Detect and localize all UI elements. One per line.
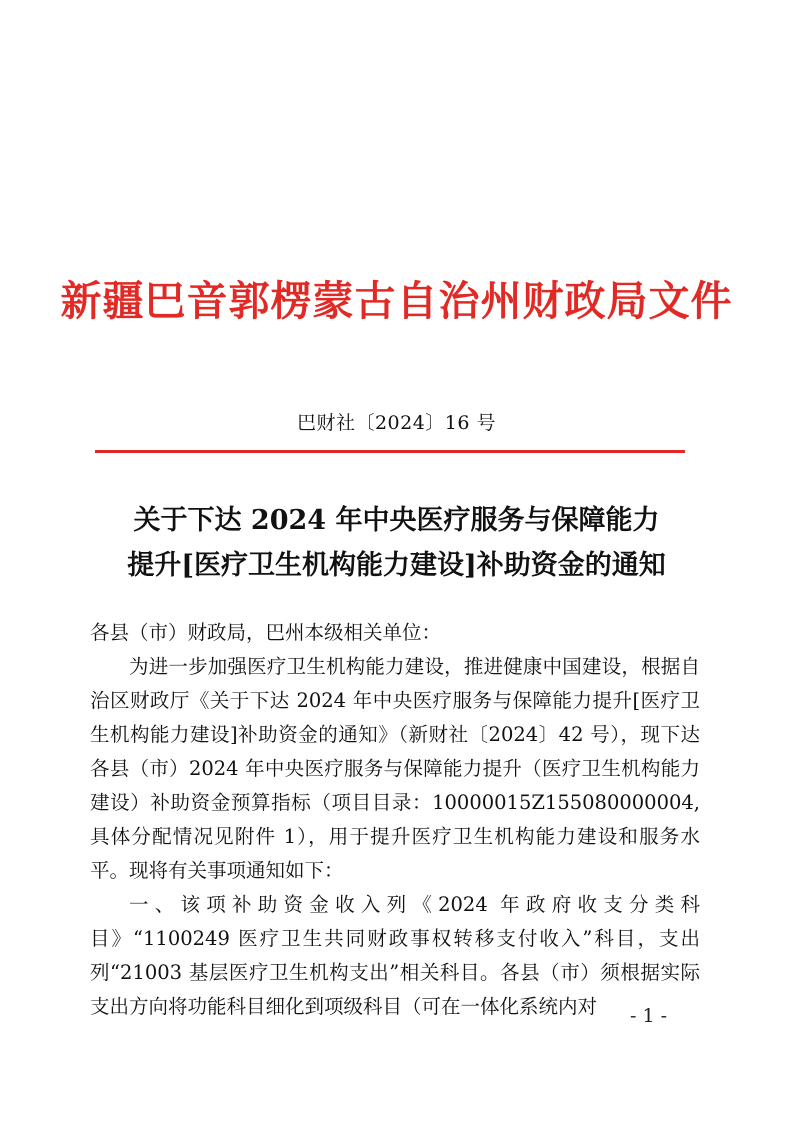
notice-title-line-1: 关于下达 2024 年中央医疗服务与保障能力 <box>133 505 660 536</box>
document-body <box>90 616 700 1024</box>
issuer-title: 新疆巴音郭楞蒙古自治州财政局文件 <box>60 277 733 325</box>
notice-title <box>60 498 733 588</box>
salutation: 各县（市）财政局，巴州本级相关单位： <box>90 621 442 644</box>
body-paragraph-1: 为进一步加强医疗卫生机构能力建设，推进健康中国建设，根据自治区财政厅《关于下达 2024 年中央医疗服务与保障能力提升[医疗卫生机构能力建设]补助资金的通知》（新财社〔2024〕42 号），现下达各县（市）2024 年中央医疗服务与保障能力提升（医疗卫生机构能力建设）补助资金预算指标（项目目录：10000015Z155080000004,具体分配情况见附件 1），用于提升医疗卫生机构能力建设和服务水平。现将有关事项通知如下： <box>90 655 700 882</box>
document-number: 巴财社〔2024〕16 号 <box>296 412 497 434</box>
body-paragraph-2: 一、该项补助资金收入列《2024 年政府收支分类科目》“1100249 医疗卫生共同财政事权转移支付收入”科目，支出列“21003 基层医疗卫生机构支出”相关科目。各县（市）须根据实际支出方向将功能科目细化到项级科目（可在一体化系统内对 <box>90 893 700 1018</box>
notice-title-line-2: 提升[医疗卫生机构能力建设]补助资金的通知 <box>127 550 666 581</box>
red-separator-line <box>95 450 685 453</box>
page-number: - 1 - <box>630 1005 668 1027</box>
